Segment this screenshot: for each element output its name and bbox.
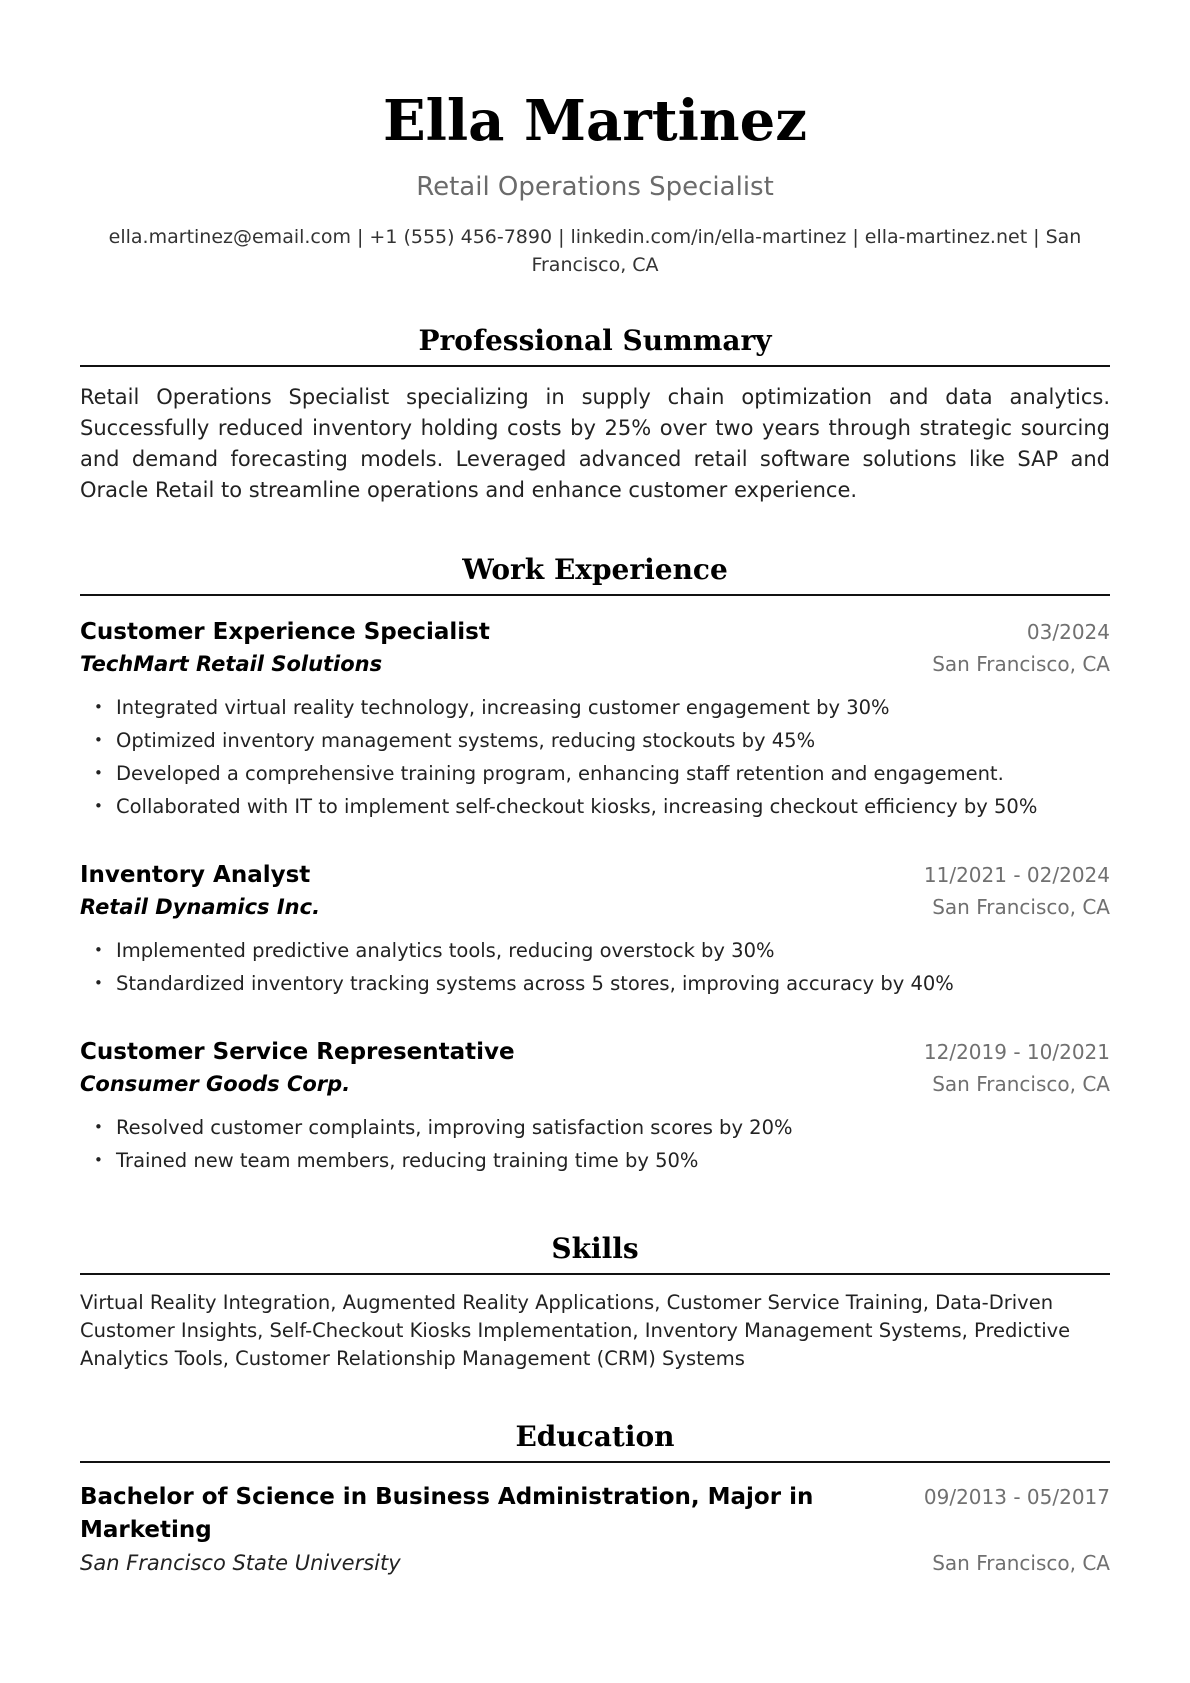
list-item: • Developed a comprehensive training program, enhancing staff retention and engagement. xyxy=(94,757,1110,790)
skills-section xyxy=(80,1231,1110,1373)
job-dates: 03/2024 xyxy=(1026,620,1110,644)
job-dates: 11/2021 - 02/2024 xyxy=(923,863,1110,887)
education-location: San Francisco, CA xyxy=(932,1551,1110,1575)
list-item: • Collaborated with IT to implement self-checkout kiosks, increasing checkout efficiency by 50% xyxy=(94,790,1110,823)
contact-separator: | xyxy=(558,226,565,248)
list-item: • Implemented predictive analytics tools, reducing overstock by 30% xyxy=(94,934,1110,967)
candidate-role: Retail Operations Specialist xyxy=(416,172,774,202)
job-company: TechMart Retail Solutions xyxy=(80,652,383,676)
education-dates: 09/2013 - 05/2017 xyxy=(923,1485,1110,1509)
list-item: • Optimized inventory management systems, reducing stockouts by 45% xyxy=(94,724,1110,757)
summary-section xyxy=(80,323,1110,506)
list-item: • Standardized inventory tracking systems across 5 stores, improving accuracy by 40% xyxy=(94,967,1110,1000)
contact-location: San Francisco, CA xyxy=(531,226,1082,276)
section-title-education: Education xyxy=(80,1419,1110,1463)
education-section xyxy=(80,1419,1110,1580)
list-item: • Integrated virtual reality technology, increasing customer engagement by 30% xyxy=(94,691,1110,724)
contact-email[interactable]: ella.martinez@email.com xyxy=(108,226,352,248)
job-title: Customer Service Representative xyxy=(80,1039,515,1065)
education-entry xyxy=(80,1481,1110,1580)
contact-separator: | xyxy=(357,226,364,248)
job-bullets xyxy=(80,691,1110,823)
section-title-work-experience: Work Experience xyxy=(80,552,1110,596)
job-company: Retail Dynamics Inc. xyxy=(80,895,321,919)
contact-linkedin[interactable]: linkedin.com/in/ella-martinez xyxy=(570,226,847,248)
candidate-name: Ella Martinez xyxy=(382,88,808,154)
list-item: • Trained new team members, reducing training time by 50% xyxy=(94,1144,1110,1177)
job-location: San Francisco, CA xyxy=(932,652,1110,676)
job-company: Consumer Goods Corp. xyxy=(80,1072,351,1096)
job-entry xyxy=(80,616,1110,823)
work-experience-section xyxy=(80,552,1110,1177)
contact-website[interactable]: ella-martinez.net xyxy=(864,226,1028,248)
job-entry xyxy=(80,859,1110,1000)
job-location: San Francisco, CA xyxy=(932,895,1110,919)
job-title: Customer Experience Specialist xyxy=(80,619,490,645)
job-title: Inventory Analyst xyxy=(80,862,311,888)
job-entry xyxy=(80,1036,1110,1177)
job-location: San Francisco, CA xyxy=(932,1072,1110,1096)
education-degree: Bachelor of Science in Business Administration, Major in Marketing xyxy=(80,1484,814,1543)
section-title-summary: Professional Summary xyxy=(80,323,1110,367)
contact-separator: | xyxy=(852,226,859,248)
section-title-skills: Skills xyxy=(80,1231,1110,1275)
contact-line xyxy=(80,223,1110,279)
education-school: San Francisco State University xyxy=(80,1551,401,1575)
contact-separator: | xyxy=(1033,226,1040,248)
job-bullets xyxy=(80,934,1110,1000)
skills-text: Virtual Reality Integration, Augmented Reality Applications, Customer Service Training, Data-Driven Customer Insights, Self-Checkout Kiosks Implementation, Inventory Management Systems, Predictive Analytics Tools, Customer Relationship Management (CRM) Systems xyxy=(80,1291,1071,1370)
summary-text: Retail Operations Specialist specializing in supply chain optimization and data analytics. Successfully reduced inventory holding costs by 25% over two years through strategic sourcing and demand forecasting models. Leveraged advanced retail software solutions like SAP and Oracle Retail to streamline operations and enhance customer experience. xyxy=(80,385,1110,502)
list-item: • Resolved customer complaints, improving satisfaction scores by 20% xyxy=(94,1111,1110,1144)
job-dates: 12/2019 - 10/2021 xyxy=(923,1040,1110,1064)
job-bullets xyxy=(80,1111,1110,1177)
contact-phone[interactable]: +1 (555) 456-7890 xyxy=(369,226,553,248)
